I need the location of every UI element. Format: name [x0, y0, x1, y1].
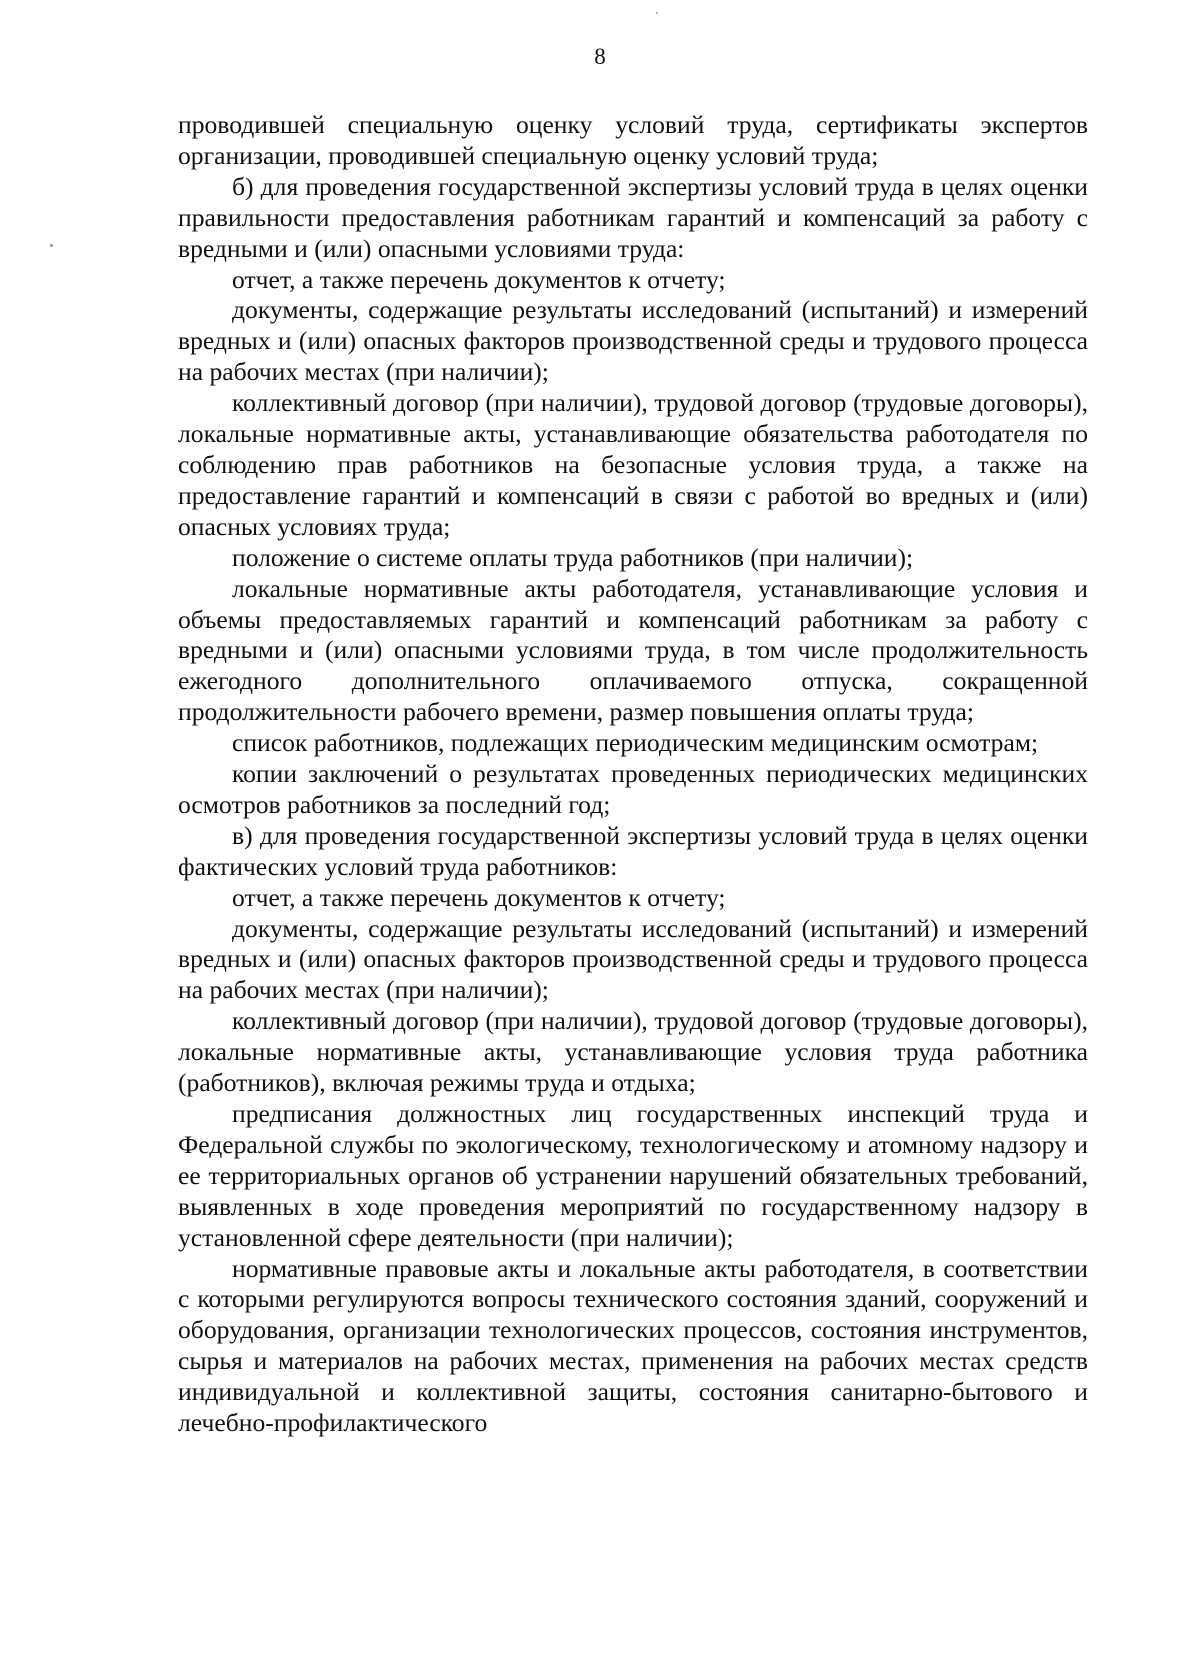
- scan-speck: [50, 244, 53, 247]
- paragraph: нормативные правовые акты и локальные акты работодателя, в соответствии с которыми регулируются вопросы технического состояния зданий, сооружений и оборудования, организации технологических процессов, состояния инструментов, сырья и материалов на рабочих местах, применения на рабочих местах средств индивидуальной и коллективной защиты, состояния санитарно-бытового и лечебно-профилактического: [178, 1253, 1088, 1438]
- paragraph: документы, содержащие результаты исследований (испытаний) и измерений вредных и (или) опасных факторов производственной среды и трудового процесса на рабочих местах (при наличии);: [178, 295, 1088, 387]
- paragraph: локальные нормативные акты работодателя, устанавливающие условия и объемы предоставляемых гарантий и компенсаций работникам за работу с вредными и (или) опасными условиями труда, в том числе продолжительность ежегодного дополнительного оплачиваемого отпуска, сокращенной продолжительности рабочего времени, размер повышения оплаты труда;: [178, 573, 1088, 727]
- scan-speck: [656, 12, 658, 14]
- document-body: [178, 110, 1088, 1439]
- paragraph-continuation: проводившей специальную оценку условий труда, сертификаты экспертов организации, проводившей специальную оценку условий труда;: [178, 110, 1088, 170]
- paragraph: документы, содержащие результаты исследований (испытаний) и измерений вредных и (или) опасных факторов производственной среды и трудового процесса на рабочих местах (при наличии);: [178, 913, 1088, 1005]
- paragraph: положение о системе оплаты труда работников (при наличии);: [232, 542, 914, 572]
- paragraph-item-b: б) для проведения государственной экспертизы условий труда в целях оценки правильности предоставления работникам гарантий и компенсаций за работу с вредными и (или) опасными условиями труда:: [178, 171, 1088, 263]
- paragraph-item-v: в) для проведения государственной экспертизы условий труда в целях оценки фактических условий труда работников:: [178, 820, 1088, 881]
- paragraph: копии заключений о результатах проведенных периодических медицинских осмотров работников за последний год;: [178, 759, 1088, 819]
- paragraph: отчет, а также перечень документов к отчету;: [232, 264, 726, 294]
- paragraph: коллективный договор (при наличии), трудовой договор (трудовые договоры), локальные нормативные акты, устанавливающие обязательства работодателя по соблюдению прав работников на безопасные условия труда, а также на предоставление гарантий и компенсаций в связи с работой во вредных и (или) опасных условиях труда;: [178, 388, 1088, 541]
- paragraph: коллективный договор (при наличии), трудовой договор (трудовые договоры), локальные нормативные акты, устанавливающие условия труда работника (работников), включая режимы труда и отдыха;: [178, 1006, 1088, 1098]
- page-number: 8: [594, 44, 606, 69]
- paragraph: отчет, а также перечень документов к отчету;: [232, 882, 726, 912]
- paragraph: список работников, подлежащих периодическим медицинским осмотрам;: [232, 728, 1039, 758]
- paragraph: предписания должностных лиц государственных инспекций труда и Федеральной службы по экологическому, технологическому и атомному надзору и ее территориальных органов об устранении нарушений обязательных требований, выявленных в ходе проведения мероприятий по государственному надзору в установленной сфере деятельности (при наличии);: [178, 1099, 1088, 1252]
